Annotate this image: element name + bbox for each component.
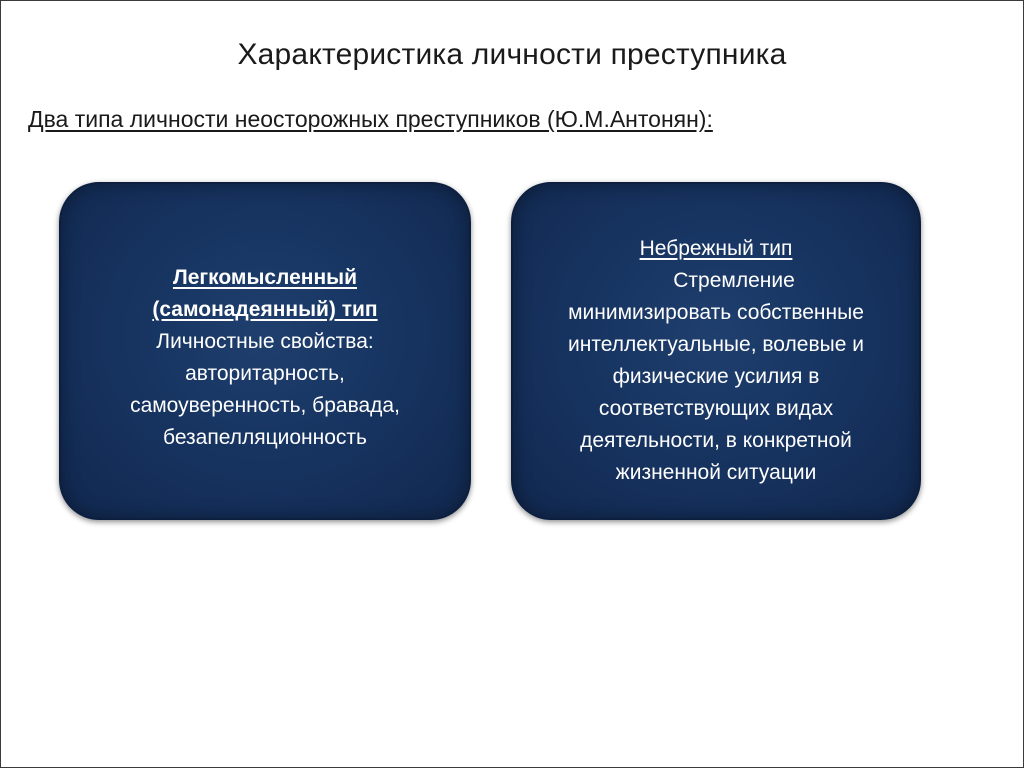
- card-negligent-type: [511, 182, 921, 520]
- card-frivolous-type: [59, 182, 471, 520]
- card-text-line: деятельности, в конкретной: [580, 429, 852, 452]
- card-text-line: авторитарность,: [185, 362, 345, 385]
- card-text-line: Личностные свойства:: [156, 330, 374, 353]
- slide-subtitle: Два типа личности неосторожных преступников (Ю.М.Антонян):: [28, 106, 713, 132]
- slide-title: Характеристика личности преступника: [237, 38, 787, 71]
- card-text-line: самоуверенность, бравада,: [130, 394, 400, 417]
- card-text-line: минимизировать собственные: [568, 301, 864, 324]
- card-text-line: интеллектуальные, волевые и: [568, 333, 864, 356]
- card-text-line: Стремление: [673, 269, 795, 292]
- card-text-line: безапелляционность: [163, 426, 367, 449]
- card-heading-line: Легкомысленный: [172, 266, 358, 289]
- card-text-line: жизненной ситуации: [615, 461, 817, 484]
- card-text-line: соответствующих видах: [598, 397, 834, 420]
- card-heading-line: (самонадеянный) тип: [152, 298, 378, 321]
- card-text-line: физические усилия в: [612, 365, 820, 388]
- card-heading: Небрежный тип: [639, 237, 793, 260]
